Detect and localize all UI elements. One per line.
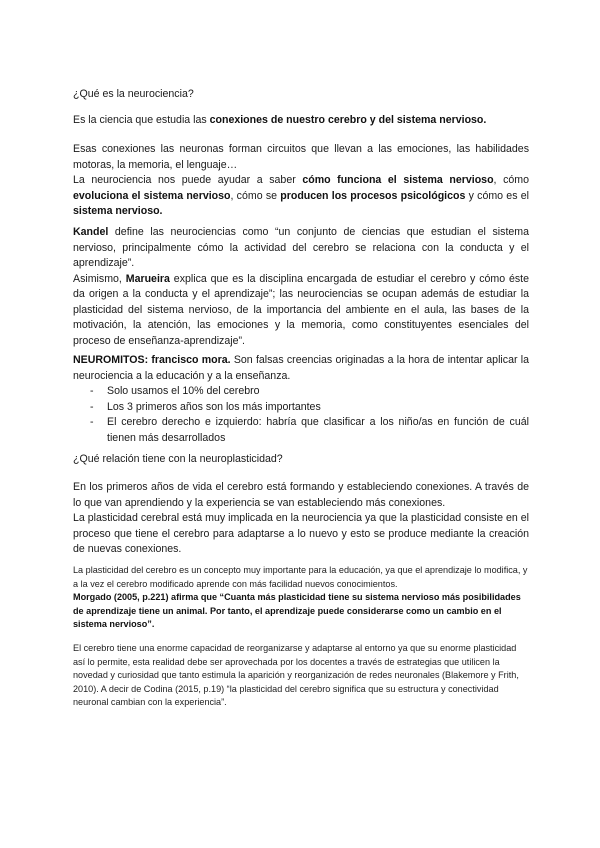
bold-run: producen los procesos psicológicos [280,189,466,202]
definition-text: Es la ciencia que estudia las [73,114,210,126]
neuromitos-list [73,384,529,446]
kandel-definition [73,225,529,272]
plasticity-line: En los primeros años de vida el cerebro está formando y estableciendo conexiones. A través de lo que van aprendiendo y la experiencia se van estableciendo más conexiones. [73,481,529,509]
section-heading-neuroplasticidad: ¿Qué relación tiene con la neuroplasticidad? [73,453,283,465]
morgado-quote-bold: Morgado (2005, p.221) afirma que “Cuanta más plasticidad tiene su sistema nervioso más posibilidades de aprendizaje tiene un animal. Por tanto, el aprendizaje puede considerarse como un cambio en el sistema nervioso”. [73,592,521,630]
morgado-paragraph [73,564,529,632]
intro-paragraph [73,142,529,220]
marueira-definition [73,272,529,350]
text-run: La neurociencia nos puede ayudar a saber [73,174,303,186]
neuromitos-section [73,353,529,446]
text-run: y cómo es el [465,189,529,202]
list-item: - El cerebro derecho e izquierdo: habría que clasificar a los niño/as en función de cuál tienen más desarrollados [73,415,529,446]
definition-bold: conexiones de nuestro cerebro y del sistema nervioso. [209,114,487,126]
intro-help-line [73,173,529,220]
text-run: define las neurociencias como “un conjunto de ciencias que estudian el sistema nervioso, principalmente cómo la actividad del cerebro se relaciona con la conducta y el aprendizaje”. [73,226,529,269]
text-run: Son falsas creencias originadas a la hora de intentar aplicar la neurociencia a la educación y a la enseñanza. [73,354,529,382]
definition-paragraph [73,113,529,129]
intro-line: Esas conexiones las neuronas forman circuitos que llevan a las emociones, las habilidades motoras, la memoria, el lenguaje… [73,143,529,171]
list-item: - Los 3 primeros años son los más importantes [73,400,529,416]
definitions-paragraph [73,225,529,349]
codina-paragraph: El cerebro tiene una enorme capacidad de reorganizarse y adaptarse al entorno ya que su enorme plasticidad así lo permite, esta realidad debe ser aprovechada por los docentes a través de estrategias que utilicen la novedad y curiosidad que tanto estimula la aparición y reorganización de redes neuronales (Blakemore y Frith, 2010). A decir de Codina (2015, p.19) “la plasticidad del cerebro significa que su estructura y conectividad neuronal cambian con la experiencia”. [73,643,519,708]
bold-run: cómo funciona el sistema nervioso [302,174,494,186]
plasticity-paragraph [73,480,529,558]
text-run: Asimismo, [73,272,126,285]
neuromitos-heading: NEUROMITOS: francisco mora. [73,354,231,366]
plasticity-line: La plasticidad cerebral está muy implicada en la neurociencia ya que la plasticidad consiste en el proceso que tiene el cerebro para adaptarse a lo nuevo y esto se produce mediante la creación de nuevas conexiones. [73,512,529,555]
text-run: , cómo [493,174,529,186]
bold-run: sistema nervioso. [73,205,163,217]
text-run: explica que es la disciplina encargada de estudiar el cerebro y cómo éste da origen a la conducta y el aprendizaje”; las neurociencias se ocupan además de estudiar la plasticidad del sistema nervioso, de la importancia del ambiente en el aula, las bases de la motivación, la atención, las emociones y la memoria, como constituyentes esenciales del proceso de enseñanza-aprendizaje”. [73,272,530,347]
bold-run: evoluciona el sistema nervioso [73,189,231,202]
text-run: , cómo se [230,189,281,202]
list-item: - Solo usamos el 10% del cerebro [73,384,529,400]
author-kandel: Kandel [73,226,109,238]
morgado-text: La plasticidad del cerebro es un concepto muy importante para la educación, ya que el aprendizaje lo modifica, y a la vez el cerebro modificado aprende con más facilidad nuevos conocimientos. [73,565,528,589]
section-heading-neurociencia: ¿Qué es la neurociencia? [73,88,194,100]
neuromitos-intro [73,353,529,384]
author-marueira: Marueira [125,272,170,285]
morgado-quote [73,591,529,632]
